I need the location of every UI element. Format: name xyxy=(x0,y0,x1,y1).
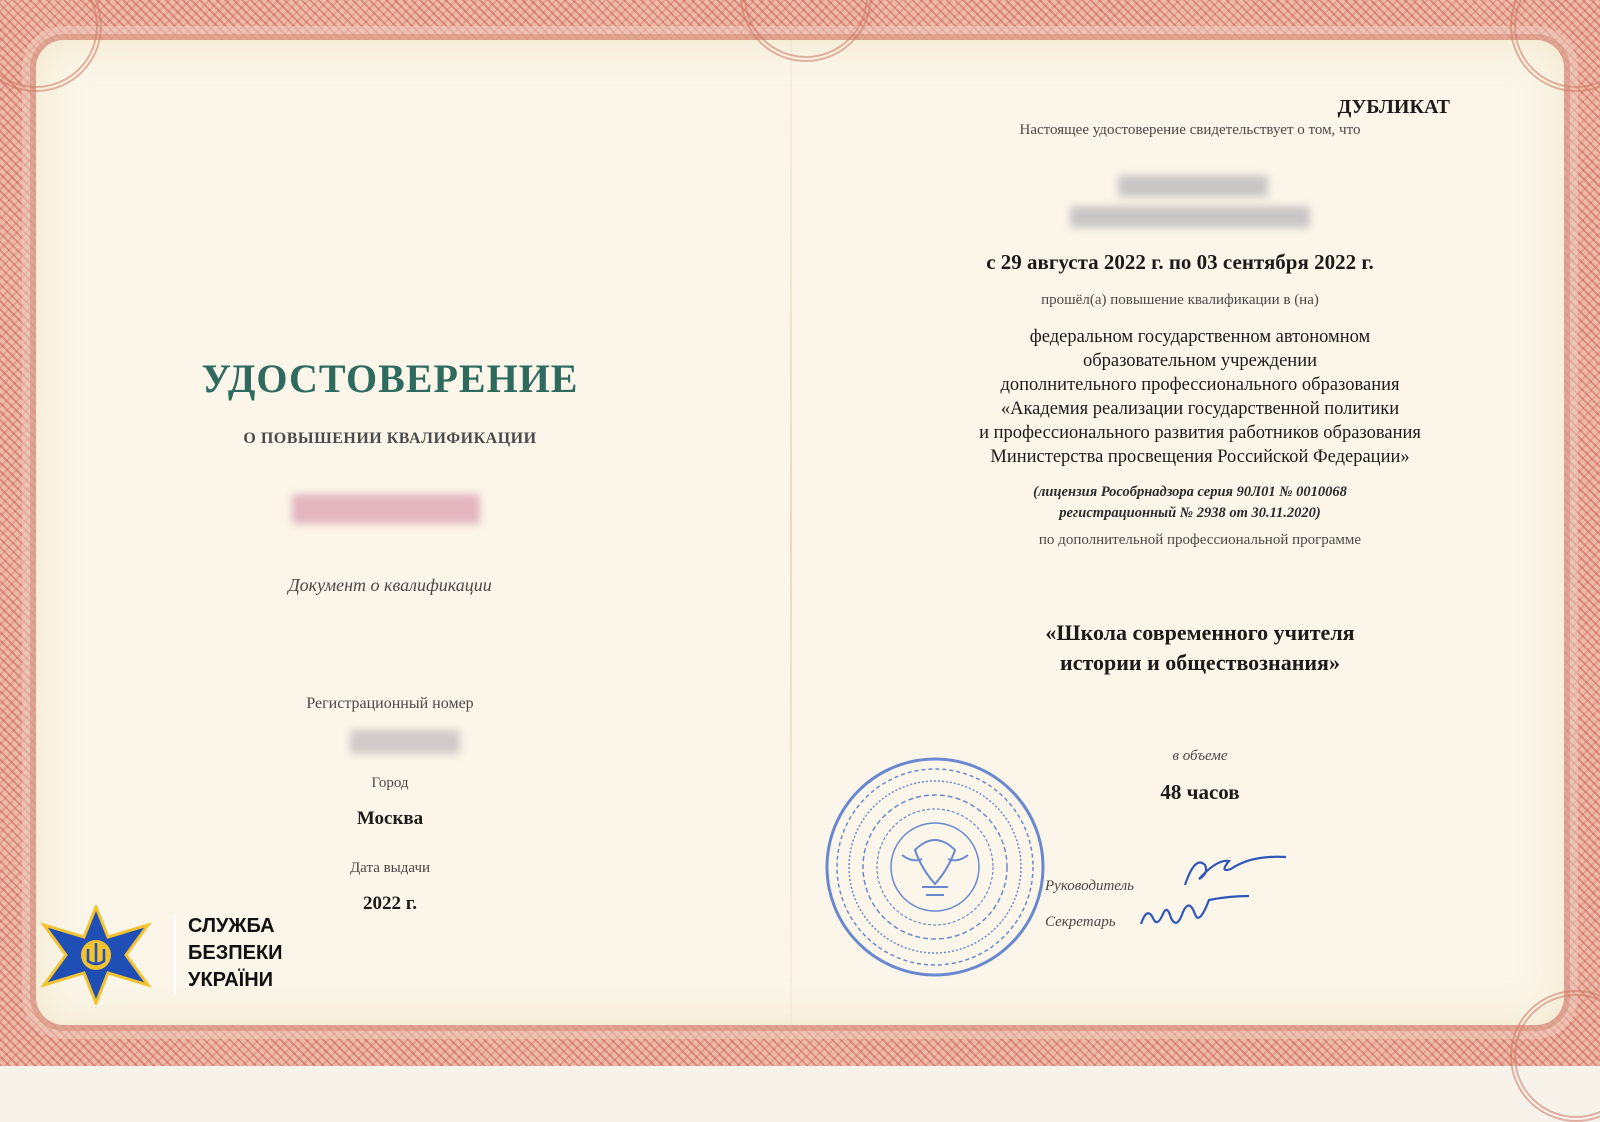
certificate-title: УДОСТОВЕРЕНИЕ xyxy=(201,356,579,401)
signature-icon xyxy=(1135,892,1255,937)
institution-line: дополнительного профессионального образования xyxy=(1000,375,1400,395)
institution-line: «Академия реализации государственной политики xyxy=(1000,399,1400,419)
institution-line: федеральном государственном автономном xyxy=(1029,327,1371,347)
program-line: истории и обществознания» xyxy=(1060,650,1340,675)
official-stamp xyxy=(822,755,1052,980)
redacted-reg-number xyxy=(350,730,460,754)
volume-label: в объеме xyxy=(1172,748,1228,764)
city-value: Москва xyxy=(356,808,424,829)
issue-date-label: Дата выдачи xyxy=(349,860,431,876)
reg-number-label: Регистрационный номер xyxy=(306,695,474,712)
sbu-name-line: БЕЗПЕКИ xyxy=(188,942,283,964)
sbu-name-line: СЛУЖБА xyxy=(188,915,275,937)
program-intro: по дополнительной профессиональной программе xyxy=(1038,532,1362,548)
license-line: регистрационный № 2938 от 30.11.2020) xyxy=(1059,505,1321,521)
city-label: Город xyxy=(371,775,409,791)
secretary-signature xyxy=(1135,892,1255,937)
hours-value: 48 часов xyxy=(1160,780,1240,804)
institution-line: и профессионального развития работников образования xyxy=(979,423,1421,443)
issue-date-value: 2022 г. xyxy=(363,893,417,914)
sbu-watermark xyxy=(36,905,311,1005)
redacted-surname xyxy=(1118,175,1268,197)
license-line: (лицензия Рособрнадзора серия 90Л01 № 0010068 xyxy=(1033,484,1347,500)
institution-line: Министерства просвещения Российской Федерации» xyxy=(990,447,1410,467)
head-signature xyxy=(1180,850,1290,895)
head-label: Руководитель xyxy=(1045,878,1134,894)
page-fold xyxy=(790,40,792,1025)
redacted-given-names xyxy=(1070,206,1310,228)
sbu-emblem-icon xyxy=(36,905,156,1005)
training-period: с 29 августа 2022 г. по 03 сентября 2022 г. xyxy=(986,250,1374,274)
signature-icon xyxy=(1180,850,1290,895)
redacted-series xyxy=(292,494,480,524)
license-block xyxy=(950,482,1430,524)
certifies-text: Настоящее удостоверение свидетельствует о том, что xyxy=(1019,122,1361,138)
doc-type: Документ о квалификации xyxy=(288,575,492,595)
sbu-name-line: УКРАЇНИ xyxy=(188,969,274,991)
program-title xyxy=(950,618,1450,678)
sbu-name xyxy=(188,913,283,994)
duplicate-label: ДУБЛИКАТ xyxy=(1337,96,1450,118)
institution-line: образовательном учреждении xyxy=(1082,351,1317,371)
sbu-divider xyxy=(174,915,176,995)
institution-block xyxy=(900,325,1500,469)
secretary-label: Секретарь xyxy=(1045,914,1116,930)
certificate-subtitle: О ПОВЫШЕНИИ КВАЛИФИКАЦИИ xyxy=(243,430,537,447)
program-line: «Школа современного учителя xyxy=(1045,620,1355,645)
passed-text: прошёл(а) повышение квалификации в (на) xyxy=(1041,292,1319,308)
stamp-seal-icon xyxy=(822,755,1052,980)
